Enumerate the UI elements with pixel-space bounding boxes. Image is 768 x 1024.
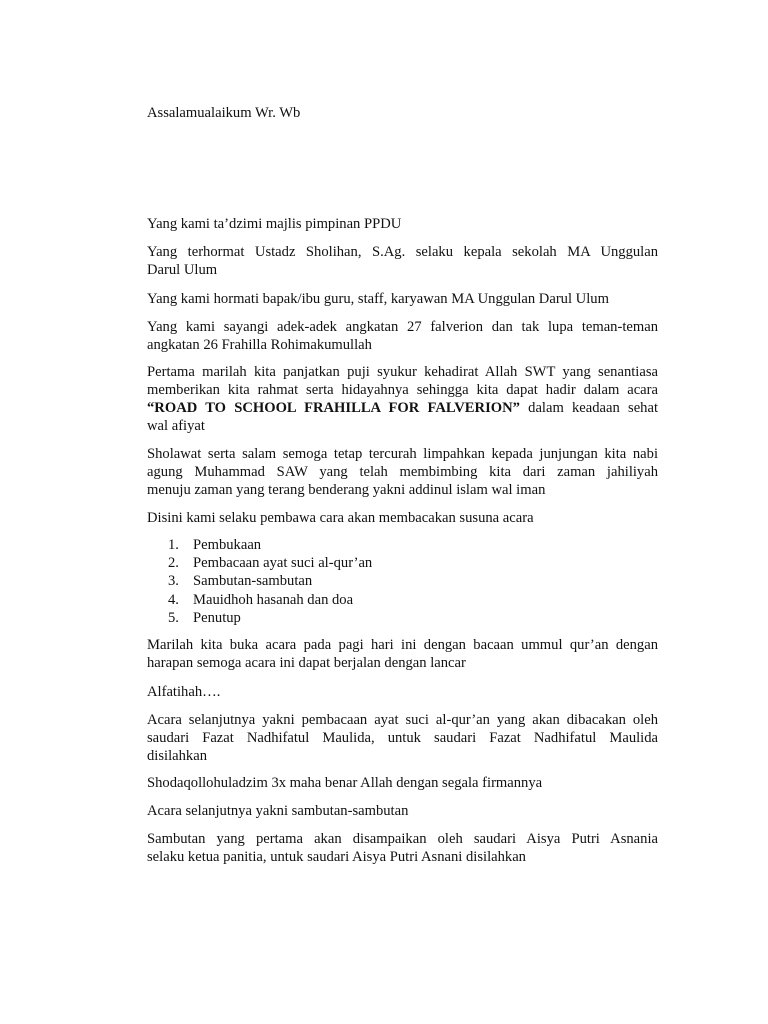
- list-item: 5. Penutup: [168, 609, 241, 626]
- greeting: Assalamualaikum Wr. Wb: [147, 105, 301, 121]
- opening-event-line: “ROAD TO SCHOOL FRAHILLA FOR FALVERION” dalam keadaan sehat: [147, 400, 659, 416]
- speech-one-paragraph: Sambutan yang pertama akan disampaikan oleh saudari Aisya Putri Asnania selaku ketua panitia, untuk saudari Aisya Putri Asnani disilahkan: [147, 831, 658, 865]
- agenda-list: [147, 536, 372, 627]
- list-item: 3. Sambutan-sambutan: [168, 573, 313, 590]
- opening-paragraph: Pertama marilah kita panjatkan puji syukur kehadirat Allah SWT yang senantiasa memberikan kita rahmat serta hidayahnya sehingga kita dapat hadir dalam acara “ROAD TO SCHOOL FRAHILLA FOR FALVERION” dalam keadaan sehat wal afiyat: [147, 364, 659, 434]
- open-prayer-paragraph: Marilah kita buka acara pada pagi hari ini dengan bacaan ummul qur’an dengan harapan semoga acara ini dapat berjalan dengan lancar: [147, 637, 658, 671]
- list-item: 4. Mauidhoh hasanah dan doa: [168, 591, 354, 608]
- list-item: 1. Pembukaan: [168, 537, 262, 553]
- address-angkatan: Yang kami sayangi adek-adek angkatan 27 falverion dan tak lupa teman-teman angkatan 26 Frahilla Rohimakumullah: [147, 319, 658, 353]
- agenda-intro: Disini kami selaku pembawa cara akan membacakan susuna acara: [147, 510, 534, 526]
- next-speeches-line: Acara selanjutnya yakni sambutan-sambutan: [147, 803, 409, 819]
- address-pimpinan: Yang kami ta’dzimi majlis pimpinan PPDU: [147, 216, 402, 232]
- sholawat-paragraph: Sholawat serta salam semoga tetap tercurah limpahkan kepada junjungan kita nabi agung Muhammad SAW yang telah membimbing kita dari zaman jahiliyah menuju zaman yang terang benderang yakni addinul islam wal iman: [147, 446, 658, 498]
- address-guru-staff: Yang kami hormati bapak/ibu guru, staff, karyawan MA Unggulan Darul Ulum: [147, 291, 609, 307]
- quran-reading-paragraph: Acara selanjutnya yakni pembacaan ayat suci al-qur’an yang akan dibacakan oleh saudari Fazat Nadhifatul Maulida, untuk saudari Fazat Nadhifatul Maulida disilahkan: [147, 712, 658, 764]
- list-item: 2. Pembacaan ayat suci al-qur’an: [168, 555, 373, 572]
- document-page: [147, 0, 658, 1024]
- event-name: “ROAD TO SCHOOL FRAHILLA FOR FALVERION”: [147, 400, 520, 416]
- shodaqollohuladzim-line: Shodaqollohuladzim 3x maha benar Allah dengan segala firmannya: [147, 775, 543, 791]
- alfatihah-line: Alfatihah….: [147, 684, 221, 700]
- address-kepala-sekolah: Yang terhormat Ustadz Sholihan, S.Ag. selaku kepala sekolah MA Unggulan Darul Ulum: [147, 244, 658, 278]
